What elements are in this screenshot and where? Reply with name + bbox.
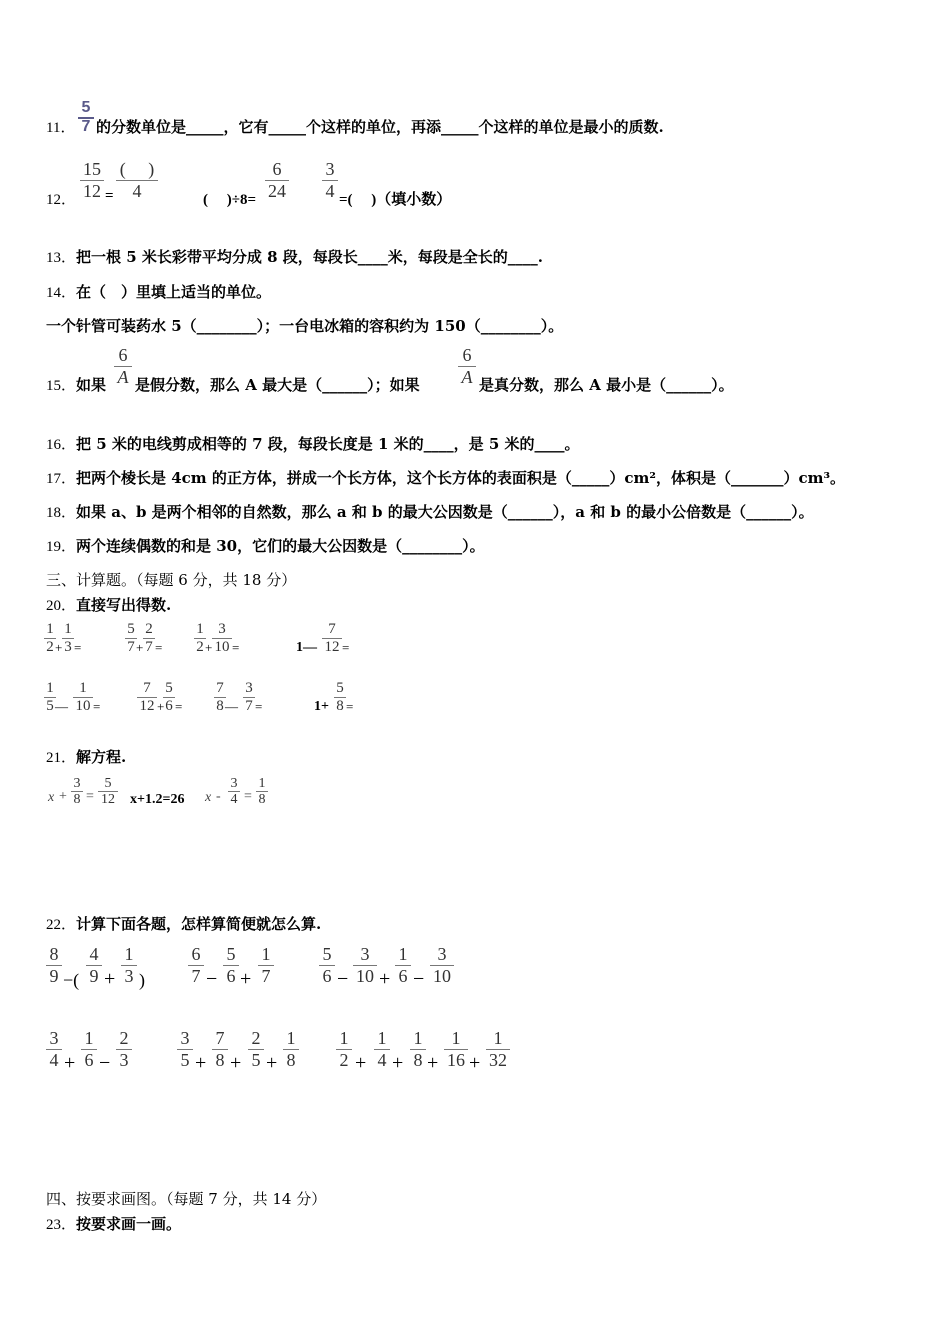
q22-r2a-f2: 1 6	[81, 1029, 97, 1070]
q22-r2b-o2: +	[230, 1052, 242, 1074]
q20-r1-e3-eq: =	[232, 640, 240, 655]
q16-number: 16．	[46, 437, 77, 453]
q12-fraction-3: 6 24	[265, 160, 289, 201]
q16-text: 把 5 米的电线剪成相等的 7 段，每段长度是 1 米的____，是 5 米的____。	[76, 435, 580, 453]
q18-text: 如果 a、b 是两个相邻的自然数，那么 a 和 b 的最大公因数是（______），a 和 b 的最小公倍数是（______）。	[76, 503, 814, 521]
q22-r2c-o1: +	[355, 1052, 367, 1074]
q23-text: 按要求画一画。	[76, 1215, 182, 1233]
q11-line	[46, 116, 75, 137]
q22-r1a-f3: 1 3	[121, 945, 137, 986]
q22-r1a-f1: 8 9	[46, 945, 62, 986]
q22-r2b-f2: 7 8	[212, 1029, 228, 1070]
q22-r1c-f2: 3 10	[353, 945, 377, 986]
q20-line	[46, 594, 171, 615]
q13-text: 把一根 5 米长彩带平均分成 8 段，每段长____米，每段是全长的____.	[76, 248, 544, 266]
q22-r2a-o2: −	[99, 1052, 111, 1074]
q20-r2-e1-eq: =	[93, 699, 101, 714]
q22-r2a-o1: +	[64, 1052, 76, 1074]
q21-number: 21．	[46, 750, 77, 766]
q21-e3-x: x	[205, 790, 212, 805]
q20-r1-e1-b: 1 3	[62, 621, 74, 656]
section-3-heading: 三、计算题。（每题 6 分，共 18 分）	[46, 571, 297, 589]
q23-line	[46, 1213, 181, 1234]
q22-r1b-o1: −	[206, 968, 218, 990]
q14-text: 在（ ）里填上适当的单位。	[76, 283, 272, 301]
q20-number: 20．	[46, 598, 77, 614]
q22-r2c-o4: +	[469, 1052, 481, 1074]
q17-number: 17．	[46, 471, 77, 487]
q20-r1-e2-b: 2 7	[143, 621, 155, 656]
q22-r1c-o3: −	[413, 968, 425, 990]
q22-r1c-f4: 3 10	[430, 945, 454, 986]
q20-r2-e3-a: 7 8	[214, 680, 226, 715]
q22-r1a-f2: 4 9	[86, 945, 102, 986]
q22-r2b-f4: 1 8	[283, 1029, 299, 1070]
q22-r1b-f1: 6 7	[188, 945, 204, 986]
q20-r1-e4-lead: 1—	[296, 640, 317, 655]
q15-text-3: 是真分数，那么 A 最小是（______）。	[479, 376, 734, 394]
q20-r2-e3-b: 3 7	[243, 680, 255, 715]
q21-e3-eq: =	[244, 789, 252, 804]
q22-r2c-f5: 1 32	[486, 1029, 510, 1070]
q20-r2-e4-eq: =	[346, 699, 354, 714]
q22-number: 22．	[46, 917, 77, 933]
q22-r1a-o2: +	[104, 968, 116, 990]
q20-r2-e2-op: +	[157, 699, 165, 714]
q22-r1b-o2: +	[240, 968, 252, 990]
q16-line	[46, 433, 580, 454]
q22-r1c-o1: −	[337, 968, 349, 990]
q20-r1-e3-a: 1 2	[194, 621, 206, 656]
q20-r2-e4-b: 5 8	[334, 680, 346, 715]
q18-number: 18．	[46, 505, 77, 521]
q20-r1-e1-a: 1 2	[44, 621, 56, 656]
q14-line	[46, 281, 271, 302]
q22-r1a-o1: −(	[63, 970, 80, 990]
q22-r1a-o3: )	[139, 970, 145, 990]
q21-e1-op: +	[59, 789, 67, 804]
q12-middle: ( )÷8=	[203, 192, 257, 208]
q20-r2-e3-eq: =	[255, 699, 263, 714]
q20-text: 直接写出得数.	[76, 596, 172, 614]
q22-r2b-o1: +	[195, 1052, 207, 1074]
q12-fraction-1: 15 12	[80, 160, 104, 201]
q21-e1-eq: =	[86, 789, 94, 804]
q19-number: 19．	[46, 539, 77, 555]
q20-r1-e1-op: +	[55, 640, 63, 655]
q21-e3-b: 1 8	[256, 776, 268, 808]
q12-fraction-4: 3 4	[322, 160, 338, 201]
q22-r2a-f3: 2 3	[116, 1029, 132, 1070]
q21-e3-a: 3 4	[228, 776, 240, 808]
q22-r1c-f3: 1 6	[395, 945, 411, 986]
q20-r1-e2-eq: =	[155, 640, 163, 655]
q22-r2b-f1: 3 5	[177, 1029, 193, 1070]
q20-r2-e1-a: 1 5	[44, 680, 56, 715]
q20-r1-e3-b: 3 10	[212, 621, 232, 656]
q20-r2-e3-op: —	[225, 699, 238, 714]
q21-e2: x+1.2=26	[130, 792, 185, 807]
q20-r2-e2-b: 5 6	[163, 680, 175, 715]
q19-text: 两个连续偶数的和是 30，它们的最大公因数是（________）。	[76, 537, 485, 555]
q22-r2c-f3: 1 8	[410, 1029, 426, 1070]
q15-text-1: 如果	[76, 376, 107, 394]
q18-line	[46, 501, 814, 522]
q15-fraction-1: 6 A	[114, 346, 132, 387]
q20-r1-e3-op: +	[205, 640, 213, 655]
q22-r1b-f3: 1 7	[258, 945, 274, 986]
q21-e1-b: 5 12	[98, 776, 118, 808]
q20-r2-e1-b: 1 10	[73, 680, 93, 715]
section-4-heading: 四、按要求画图。（每题 7 分，共 14 分）	[46, 1190, 327, 1208]
q22-r2c-f4: 1 16	[444, 1029, 468, 1070]
q22-r2c-o2: +	[392, 1052, 404, 1074]
q20-r2-e2-a: 7 12	[137, 680, 157, 715]
q14-number: 14．	[46, 285, 77, 301]
q21-line	[46, 746, 126, 767]
q22-r2b-f3: 2 5	[248, 1029, 264, 1070]
q15-text-2: 是假分数，那么 A 最大是（______）；如果	[135, 376, 420, 394]
q22-r2a-f1: 3 4	[46, 1029, 62, 1070]
q11-fraction	[78, 100, 94, 136]
q12-end: =( )（填小数）	[339, 192, 452, 208]
q17-line	[46, 467, 845, 488]
q23-number: 23．	[46, 1217, 77, 1233]
q21-e1-a: 3 8	[71, 776, 83, 808]
q13-line	[46, 246, 543, 267]
q19-line	[46, 535, 485, 556]
q22-r2c-o3: +	[427, 1052, 439, 1074]
q12-equals: =	[105, 188, 114, 204]
q22-line	[46, 913, 321, 934]
q20-r1-e4-eq: =	[342, 640, 350, 655]
q20-r1-e1-eq: =	[74, 640, 82, 655]
q20-r2-e2-eq: =	[175, 699, 183, 714]
q14-line2: 一个针管可装药水 5（________）；一台电冰箱的容积约为 150（________）。	[46, 317, 564, 335]
q20-r1-e4-b: 7 12	[322, 621, 342, 656]
q22-r1b-f2: 5 6	[223, 945, 239, 986]
q22-r2c-f1: 1 2	[336, 1029, 352, 1070]
q20-r2-e1-op: —	[55, 699, 68, 714]
q20-r2-e4-lead: 1+	[314, 699, 329, 714]
q22-r1c-o2: +	[379, 968, 391, 990]
q21-text: 解方程.	[76, 748, 127, 766]
q21-e1-x: x	[48, 790, 55, 805]
q22-r1c-f1: 5 6	[319, 945, 335, 986]
q22-text: 计算下面各题，怎样算简便就怎么算.	[76, 915, 322, 933]
q13-number: 13．	[46, 250, 77, 266]
q15-number: 15．	[46, 378, 77, 394]
q12-number: 12．	[46, 192, 77, 208]
q21-e3-op: -	[216, 789, 221, 804]
q20-r1-e2-a: 5 7	[125, 621, 137, 656]
q11-text: 的分数单位是_____，它有_____个这样的单位，再添_____个这样的单位是最小的质数.	[96, 118, 664, 136]
q15-fraction-2: 6 A	[458, 346, 476, 387]
q11-fraction-denominator: 7	[81, 117, 91, 135]
q11-number: 11．	[46, 120, 76, 136]
q15-line	[46, 374, 106, 395]
q22-r2c-f2: 1 4	[374, 1029, 390, 1070]
q22-r2b-o3: +	[266, 1052, 278, 1074]
q11-fraction-numerator: 5	[78, 100, 94, 119]
q12-fraction-2: ( ) 4	[116, 160, 158, 201]
q20-r1-e2-op: +	[136, 640, 144, 655]
q17-text: 把两个棱长是 4cm 的正方体，拼成一个长方体，这个长方体的表面积是（_____）cm²，体积是（_______）cm³。	[76, 469, 846, 487]
